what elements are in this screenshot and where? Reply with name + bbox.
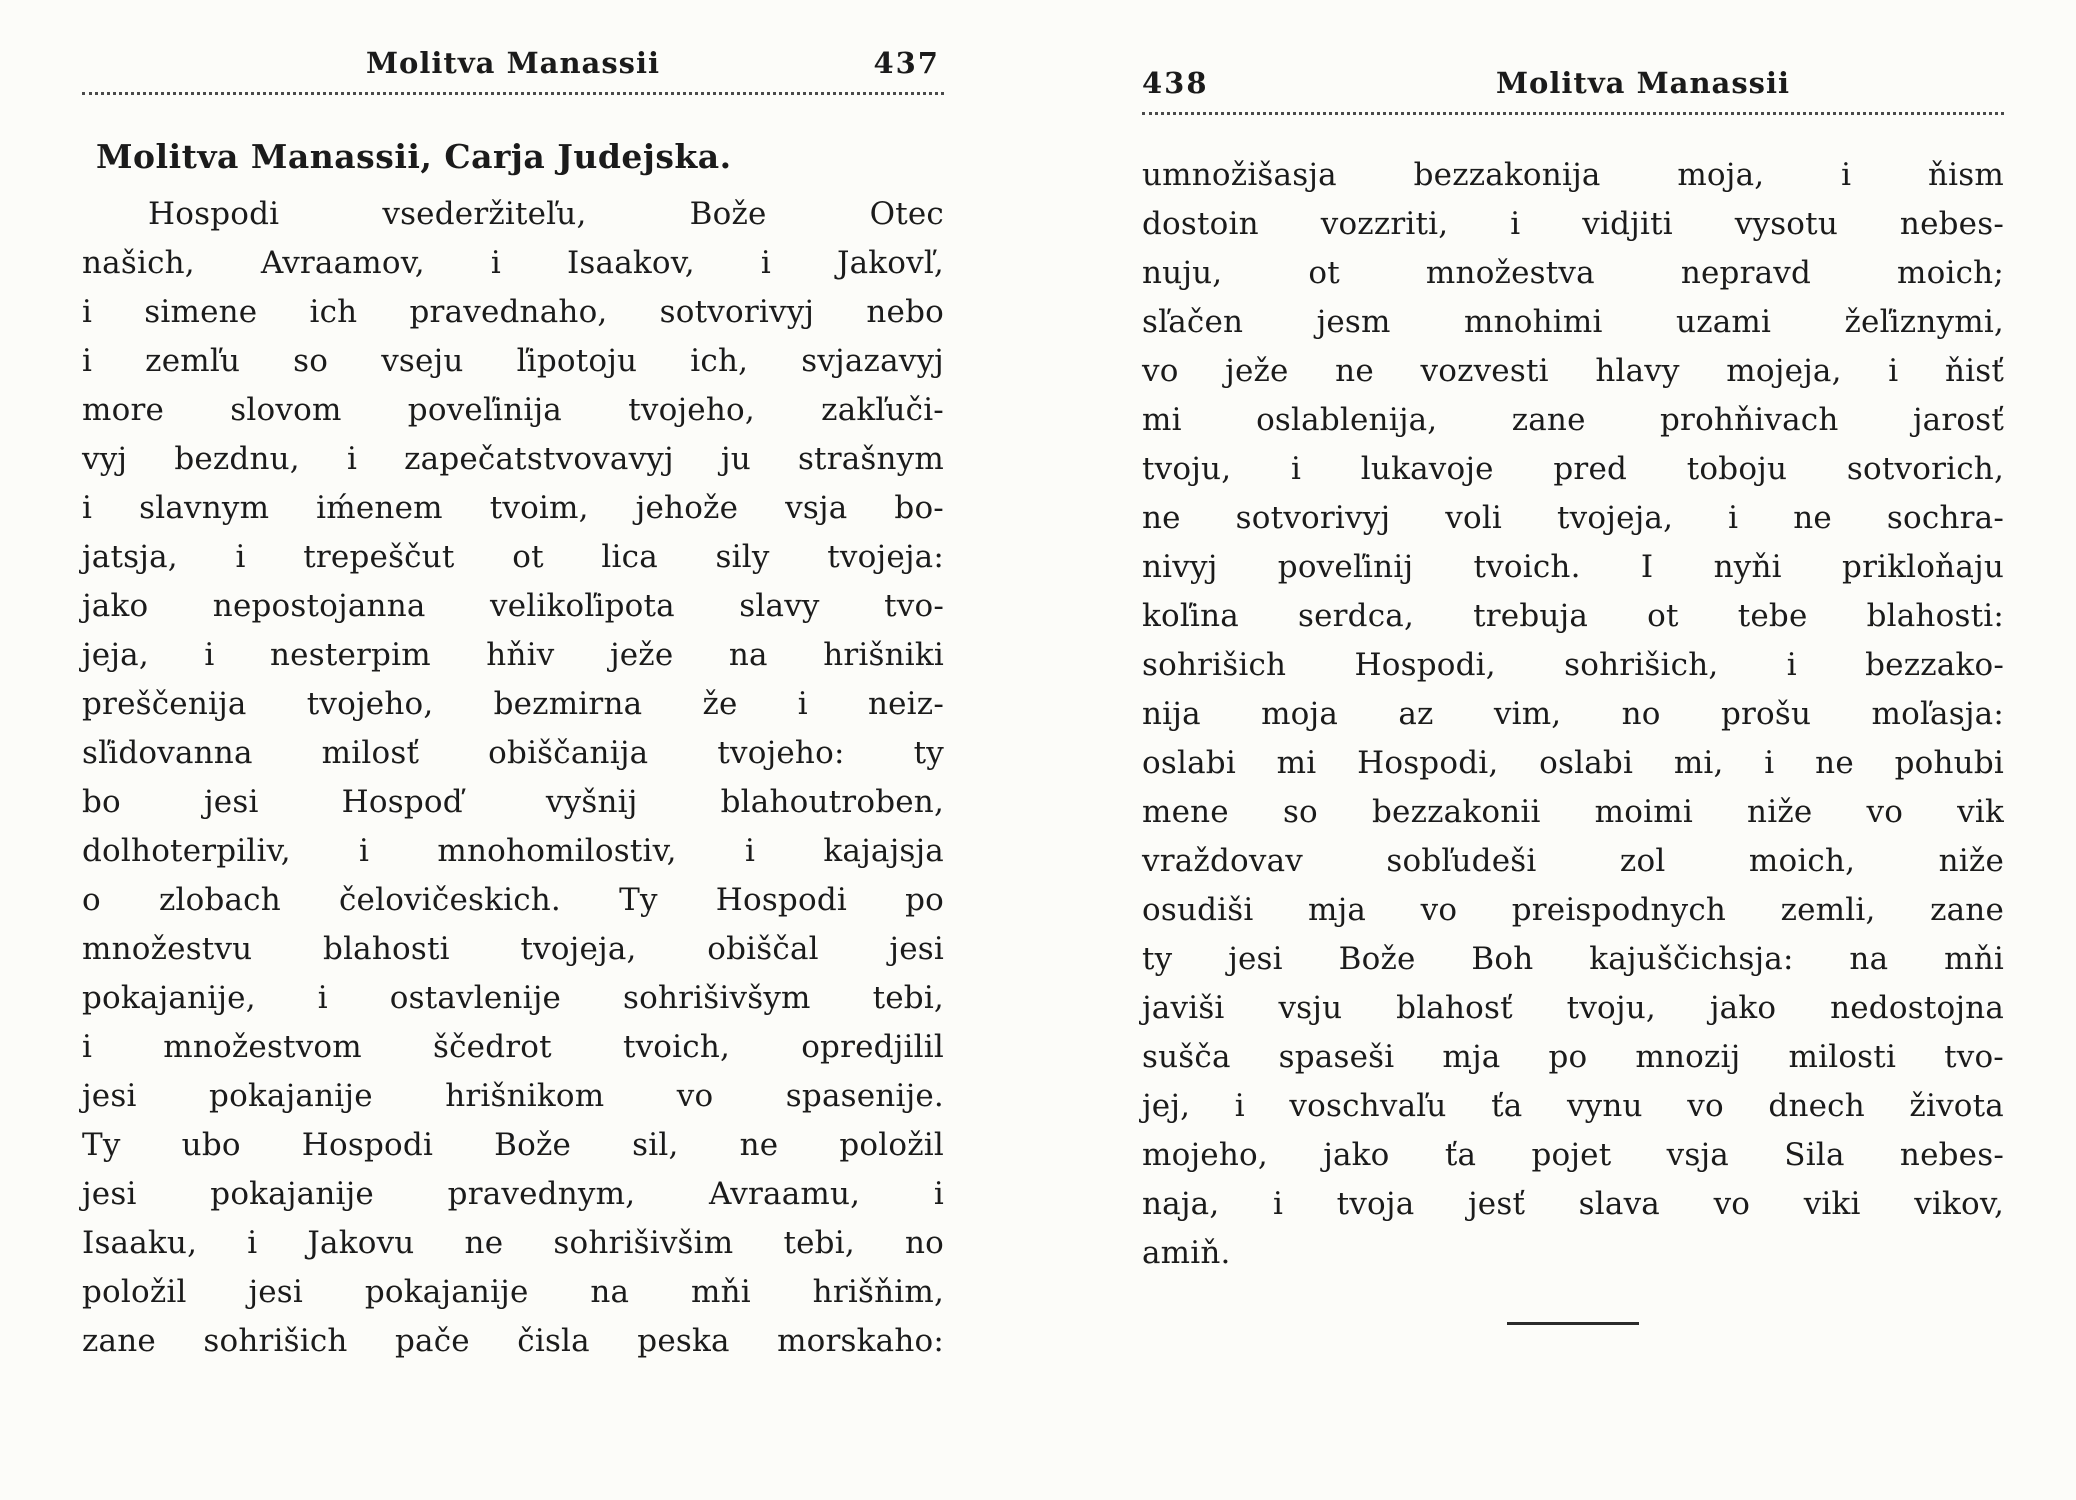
- text-line: i slavnym iḿenem tvoim, jehože vsja bo-: [82, 490, 944, 526]
- text-line: o zlobach čelovičeskich. Ty Hospodi po: [82, 882, 944, 918]
- text-line: jatsja, i trepeščut ot lica sily tvojeja:: [82, 539, 944, 575]
- left-page-content: [82, 0, 944, 1366]
- text-line: sušča spaseši mja po mnozij milosti tvo-: [1142, 1039, 2004, 1075]
- text-line: jej, i voschvaľu ťa vynu vo dnech života: [1142, 1088, 2004, 1124]
- text-line: sľačen jesm mnohimi uzami žeľiznymi,: [1142, 304, 2004, 340]
- text-line: preščenija tvojeho, bezmirna že i neiz-: [82, 686, 944, 722]
- text-line: mojeho, jako ťa pojet vsja Sila nebes-: [1142, 1137, 2004, 1173]
- text-line: Isaaku, i Jakovu ne sohrišivšim tebi, no: [82, 1225, 944, 1261]
- text-line: zane sohrišich pače čisla peska morskaho:: [82, 1323, 944, 1359]
- text-line: nivyj poveľinij tvoich. I nyňi prikloňaju: [1142, 549, 2004, 585]
- text-line: vo ježe ne vozvesti hlavy mojeja, i ňisť: [1142, 353, 2004, 389]
- text-line: i množestvom ščedrot tvoich, opredjilil: [82, 1029, 944, 1065]
- text-line: pokajanije, i ostavlenije sohrišivšym tebi,: [82, 980, 944, 1016]
- body-text: [1142, 151, 2004, 1278]
- running-head-title: Molitva Manassii: [365, 46, 661, 80]
- text-line: dolhoterpiliv, i mnohomilostiv, i kajajsja: [82, 833, 944, 869]
- text-line: nuju, ot množestva nepravd moich;: [1142, 255, 2004, 291]
- text-line: osudiši mja vo preispodnych zemli, zane: [1142, 892, 2004, 928]
- text-line: ty jesi Bože Boh kajuščichsja: na mňi: [1142, 941, 2004, 977]
- text-line: mi oslablenija, zane prohňivach jarosť: [1142, 402, 2004, 438]
- text-line: tvoju, i lukavoje pred toboju sotvorich,: [1142, 451, 2004, 487]
- text-line: našich, Avraamov, i Isaakov, i Jakovľ,: [82, 245, 944, 281]
- text-line: naja, i tvoja jesť slava vo viki vikov,: [1142, 1186, 2004, 1222]
- text-line: množestvu blahosti tvojeja, obiščal jesi: [82, 931, 944, 967]
- text-line: vyj bezdnu, i zapečatstvovavyj ju strašnym: [82, 441, 944, 477]
- right-page-content: [1142, 0, 2004, 1325]
- text-line: sohrišich Hospodi, sohrišich, i bezzako-: [1142, 647, 2004, 683]
- dotted-rule: [1142, 112, 2004, 115]
- text-line: i zemľu so vseju ľipotoju ich, svjazavyj: [82, 343, 944, 379]
- text-line: jesi pokajanije hrišnikom vo spasenije.: [82, 1078, 944, 1114]
- text-line: umnožišasja bezzakonija moja, i ňism: [1142, 157, 2004, 193]
- text-line: sľidovanna milosť obiščanija tvojeho: ty: [82, 735, 944, 771]
- text-line: more slovom poveľinija tvojeho, zakľuči-: [82, 392, 944, 428]
- text-line: jesi pokajanije pravednym, Avraamu, i: [82, 1176, 944, 1212]
- text-line: ne sotvorivyj voli tvojeja, i ne sochra-: [1142, 500, 2004, 536]
- text-line: jako nepostojanna velikoľipota slavy tvo-: [82, 588, 944, 624]
- dotted-rule: [82, 92, 944, 95]
- section-heading: Molitva Manassii, Carja Judejska.: [96, 137, 732, 176]
- text-line: Ty ubo Hospodi Bože sil, ne položil: [82, 1127, 944, 1163]
- text-line: vraždovav sobľudeši zol moich, niže: [1142, 843, 2004, 879]
- running-head: [1142, 66, 2004, 106]
- page-number: 437: [873, 46, 940, 80]
- text-line: nija moja az vim, no prošu moľasja:: [1142, 696, 2004, 732]
- text-line: javiši vsju blahosť tvoju, jako nedostojna: [1142, 990, 2004, 1026]
- text-line: mene so bezzakonii moimi niže vo vik: [1142, 794, 2004, 830]
- text-line: koľina serdca, trebuja ot tebe blahosti:: [1142, 598, 2004, 634]
- text-line: bo jesi Hospoď vyšnij blahoutroben,: [82, 784, 944, 820]
- text-line: oslabi mi Hospodi, oslabi mi, i ne pohubi: [1142, 745, 2004, 781]
- running-head-title: Molitva Manassii: [1495, 66, 1791, 100]
- page-number: 438: [1142, 66, 1209, 100]
- right-page: [1038, 0, 2076, 1500]
- text-line: dostoin vozzriti, i vidjiti vysotu nebes-: [1142, 206, 2004, 242]
- text-line: Hospodi vsederžiteľu, Bože Otec: [148, 196, 944, 232]
- body-text: [82, 190, 944, 1366]
- running-head: [82, 46, 944, 86]
- text-line: i simene ich pravednaho, sotvorivyj nebo: [82, 294, 944, 330]
- text-line: jeja, i nesterpim hňiv ježe na hrišniki: [82, 637, 944, 673]
- text-line: amiň.: [1142, 1235, 1231, 1271]
- section-divider: [1507, 1322, 1639, 1325]
- text-line: položil jesi pokajanije na mňi hrišňim,: [82, 1274, 944, 1310]
